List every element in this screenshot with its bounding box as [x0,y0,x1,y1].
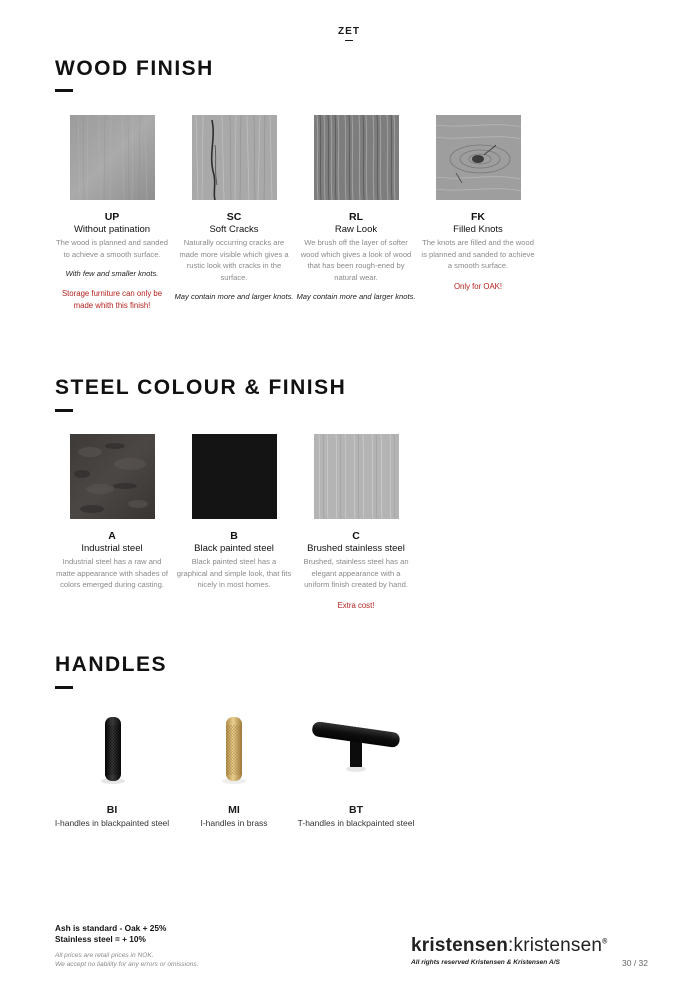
rights-notice: All rights reserved Kristensen & Kristensen A/S [411,959,560,966]
wood-swatch-rl-image [314,115,399,200]
steel-code-b: B [230,530,238,542]
steel-swatch-b-image [192,434,277,519]
wood-name-sc: Soft Cracks [209,224,259,235]
handle-bt-image [296,705,416,790]
wood-code-rl: RL [349,211,363,223]
wood-desc-up: The wood is planned and sanded to achieve a smooth surface. [56,238,168,259]
steel-finish-c [296,434,416,612]
handle-bi [52,705,172,829]
steel-name-b: Black painted steel [194,543,274,554]
wood-finish-sc [174,115,294,302]
handle-code-bt: BT [349,804,363,816]
steel-rule [55,409,73,412]
handle-desc-bt: T-handles in blackpainted steel [297,818,415,828]
brand-mark: ZET [338,26,360,37]
disclaimer [55,951,199,969]
steel-desc-a: Industrial steel has a raw and matte appearance with shades of colors emerged during casting. [56,557,168,589]
price-line-steel: Stainless steel = + 10% [55,934,146,944]
wood-desc-sc: Naturally occurring cracks are made more visible which gives a rustic look with cracks in the surface. [179,238,289,282]
steel-code-c: C [352,530,360,542]
steel-name-c: Brushed stainless steel [307,543,405,554]
handle-code-mi: MI [228,804,240,816]
price-info [55,923,166,945]
company-logo [411,935,608,957]
logo-part-1: kristensen [411,935,509,956]
handle-desc-mi: I-handles in brass [200,818,268,828]
wood-warning-up: Storage furniture can only be made whith this finish! [61,289,163,310]
wood-finish-up [52,115,172,312]
wood-swatch-sc-image [192,115,277,200]
wood-code-fk: FK [471,211,485,223]
wood-note-sc: May contain more and larger knots. [174,292,294,301]
wood-name-up: Without patination [73,224,151,235]
steel-warning-c: Extra cost! [337,600,375,610]
wood-swatch-up-image [70,115,155,200]
steel-desc-b: Black painted steel has a graphical and simple look, that fits nicely in most homes. [176,557,292,589]
wood-note-up: With few and smaller knots. [65,269,159,278]
handle-mi-image [174,705,294,790]
page-number: 30 / 32 [622,958,648,968]
brand-underline [345,40,353,41]
disclaimer-line-2: We accept no liability for any errors or omissions. [55,961,199,968]
steel-desc-c: Brushed, stainless steel has an elegant appearance with a uniform finish created by hand. [303,557,409,589]
wood-finish-rule [55,89,73,92]
wood-code-up: UP [104,211,120,223]
handle-bi-image [52,705,172,790]
wood-finish-rl [296,115,416,302]
handles-rule [55,686,73,689]
wood-name-rl: Raw Look [334,224,378,235]
handle-bt [296,705,416,829]
wood-swatch-fk-image [436,115,521,200]
wood-desc-fk: The knots are filled and the wood is planned and sanded to achieve a smooth surface. [421,238,535,270]
handle-code-bi: BI [106,804,118,816]
handles-title: HANDLES [55,653,168,676]
logo-separator: : [508,935,514,956]
logo-registered-mark: ® [602,938,608,946]
wood-finish-title: WOOD FINISH [55,57,214,80]
wood-note-rl: May contain more and larger knots. [296,292,416,301]
logo-part-2: kristensen [513,935,603,956]
price-line-oak: Ash is standard - Oak + 25% [55,923,167,933]
steel-swatch-c-image [314,434,399,519]
steel-finish-a [52,434,172,591]
steel-title: STEEL COLOUR & FINISH [55,376,347,399]
steel-code-a: A [108,530,116,542]
handle-desc-bi: I-handles in blackpainted steel [54,818,170,828]
wood-warning-fk: Only for OAK! [453,281,503,291]
wood-name-fk: Filled Knots [453,224,503,235]
wood-desc-rl: We brush off the layer of softer wood which gives a look of wood that has been rough-ened by natural wear. [300,238,412,282]
steel-finish-b [174,434,294,591]
wood-finish-fk [418,115,538,293]
wood-code-sc: SC [226,211,242,223]
steel-swatch-a-image [70,434,155,519]
steel-name-a: Industrial steel [81,543,143,554]
disclaimer-line-1: All prices are retail prices in NOK. [55,952,154,959]
handle-mi [174,705,294,829]
